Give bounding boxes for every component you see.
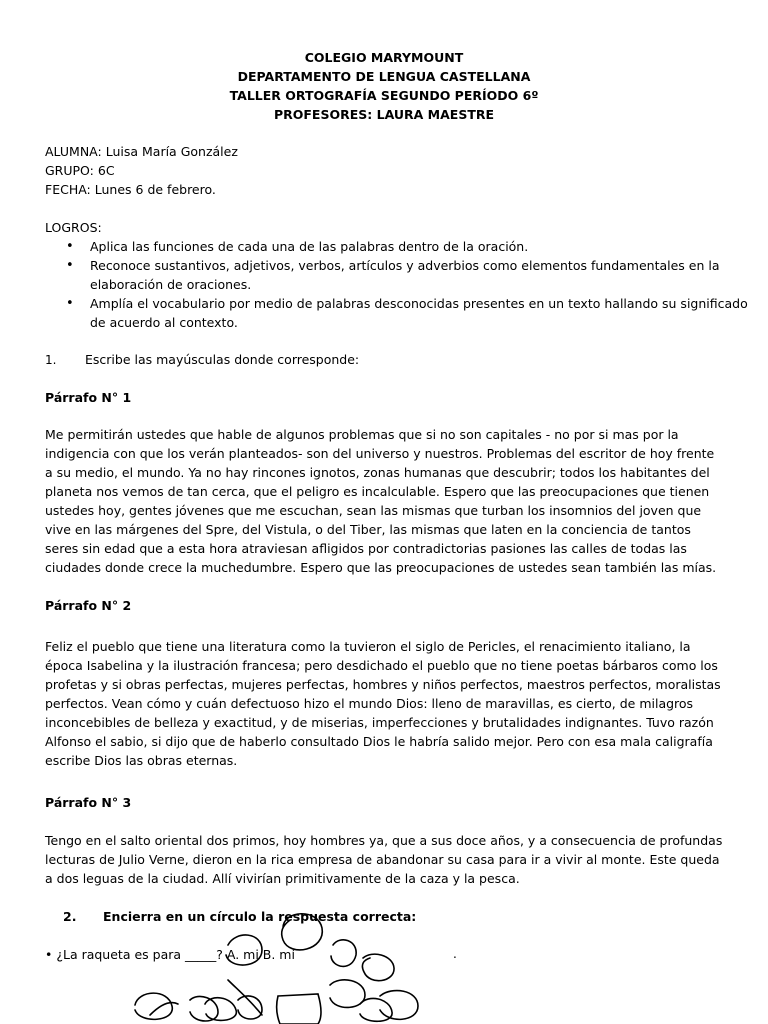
group-label: GRUPO:: [45, 163, 94, 178]
date-line: [45, 180, 725, 199]
question-2-number: 2.: [63, 909, 77, 924]
paragraph-2-text: Feliz el pueblo que tiene una literatura como la tuvieron el siglo de Pericles, el renacimiento italiano, la época Isabelina y la ilustración francesa; pero desdichado el pueblo que no tiene poetas bárbaros como los profetas y si obras perfectas, mujeres perfectas, hombres y niños perfectos, maestros perfectos, moralistas perfectos. Vean cómo y cuán defectuoso hizo el mundo Dios: lleno de maravillas, es cierto, de milagros inconcebibles de belleza y exactitud, y de miserias, imperfecciones y brutalidades indignantes. Tuvo razón Alfonso el sabio, si dijo que de haberlo consultado Dios le habría salido mejor. Pero con esa mala caligrafía escribe Dios las obras eternas.: [45, 639, 721, 768]
student-info: [45, 142, 725, 199]
teachers-line: PROFESORES: LAURA MAESTRE: [273, 107, 495, 122]
question-1-text: Escribe las mayúsculas donde corresponde:: [85, 352, 360, 367]
name-value: Luisa María González: [105, 144, 238, 159]
circle-mark: [380, 991, 418, 1020]
group-line: [45, 161, 725, 180]
circle-mark: [277, 994, 321, 1024]
circle-mark: [360, 998, 392, 1021]
document-header: [0, 48, 768, 124]
student-name-line: [45, 142, 725, 161]
question-2-item: • ¿La raqueta es para _____? A. mi B. mí: [45, 947, 295, 962]
scribble-mark: [228, 980, 262, 1015]
circle-mark: [330, 980, 365, 1008]
trailing-dot: .: [453, 947, 457, 961]
workshop-title: TALLER ORTOGRAFÍA SEGUNDO PERÍODO 6º: [229, 88, 539, 103]
paragraph-2-title: Párrafo N° 2: [45, 598, 132, 613]
date-value: Lunes 6 de febrero.: [94, 182, 216, 197]
logro-item: • Amplía el vocabulario por medio de palabras desconocidas presentes en un texto hallando su significado de acuerdo al contexto.: [90, 294, 760, 332]
paragraph-3-title: Párrafo N° 3: [45, 795, 132, 810]
question-2-text: Encierra en un círculo la respuesta correcta:: [103, 909, 417, 924]
scribble-mark: [150, 1003, 178, 1015]
question-1: [45, 350, 725, 370]
group-value: 6C: [97, 163, 115, 178]
date-label: FECHA:: [45, 182, 91, 197]
name-label: ALUMNA:: [45, 144, 102, 159]
paragraph-1-title: Párrafo N° 1: [45, 390, 132, 405]
circle-mark: [238, 996, 262, 1019]
circle-mark: [190, 996, 218, 1021]
logros-title: LOGROS:: [45, 220, 102, 235]
logro-item: • Aplica las funciones de cada una de las palabras dentro de la oración.: [90, 237, 760, 256]
logro-item: • Reconoce sustantivos, adjetivos, verbos, artículos y adverbios como elementos fundamentales en la elaboración de oraciones.: [90, 256, 760, 294]
paragraph-1-text: Me permitirán ustedes que hable de algunos problemas que si no son capitales - no por si mas por la indigencia con que los verán planteados- son del universo y nuestros. Problemas del escritor de hoy frente a su medio, el mundo. Ya no hay rincones ignotos, zonas humanas que descubrir; todos los habitantes del planeta nos vemos de tan cerca, que el peligro es incalculable. Espero que las preocupaciones que tienen ustedes hoy, gentes jóvenes que me escuchan, sean las mismas que turban los insomnios del joven que vive en las márgenes del Spre, del Vistula, o del Tiber, las mismas que laten en la conciencia de tantos seres sin edad que a esta hora atraviesan afligidos por contradictorias pasiones las calles de todas las ciudades donde crece la muchedumbre. Espero que las preocupaciones de ustedes sean también las mías.: [45, 427, 717, 575]
circle-mark: [135, 993, 172, 1019]
circle-mark: [205, 998, 236, 1021]
question-1-number: 1.: [45, 353, 57, 367]
department-name: DEPARTAMENTO DE LENGUA CASTELLANA: [237, 69, 531, 84]
logros-list: [45, 237, 760, 332]
question-2: [45, 907, 725, 926]
paragraph-3-text: Tengo en el salto oriental dos primos, hoy hombres ya, que a sus doce años, y a consecuencia de profundas lecturas de Julio Verne, dieron en la rica empresa de abandonar su casa para ir a vivir al monte. Este queda a dos leguas de la ciudad. Allí vivirían primitivamente de la caza y la pesca.: [45, 833, 723, 886]
school-name: COLEGIO MARYMOUNT: [304, 50, 464, 65]
